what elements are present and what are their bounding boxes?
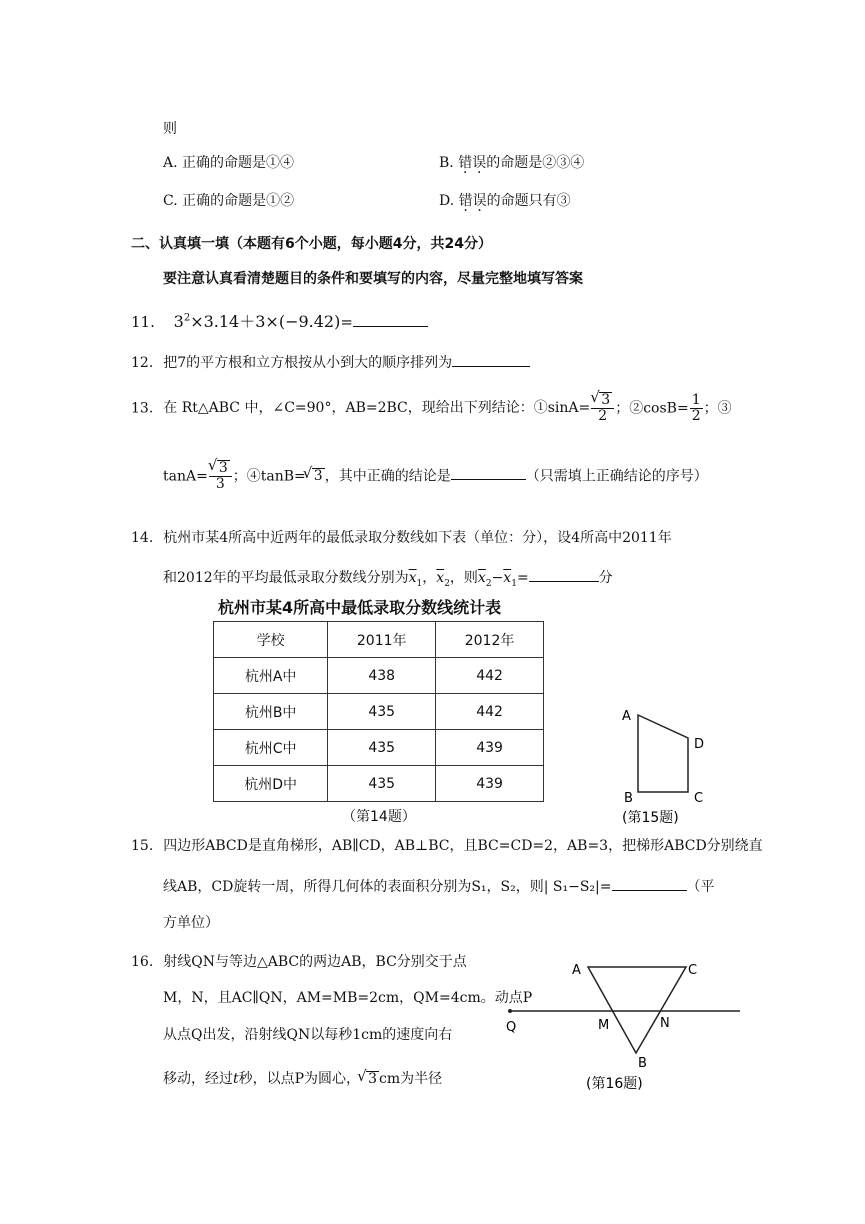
table-header-row [214,622,544,658]
option-a: A. 正确的命题是①④ [163,155,295,171]
table-row [214,694,544,730]
cell-2012: 439 [436,730,544,766]
cell-2012: 442 [436,658,544,694]
fig16-label-c: C [688,963,698,978]
fig16-label-m: M [598,1018,610,1033]
option-b: B. 错误的命题是②③④ [439,155,585,171]
fig15-label-b: B [624,791,633,806]
cell-school: 杭州C中 [214,730,328,766]
table-caption: （第14题） [342,809,416,825]
cell-school: 杭州A中 [214,658,328,694]
question-16-line4: 移动，经过t秒，以点P为圆心， √ 3 cm为半径 [163,1068,442,1088]
table-row [214,730,544,766]
fig16-label-q: Q [506,1020,517,1035]
question-15-line2: 线AB，CD旋转一周，所得几何体的表面积分别为S₁，S₂，则| S₁−S₂|= （平 [163,879,715,895]
cell-school: 杭州D中 [214,766,328,802]
cell-2011: 435 [328,730,436,766]
cell-2011: 438 [328,658,436,694]
fig16-label-b: B [638,1056,647,1071]
fig15-label-d: D [694,737,705,752]
fig15-label-c: C [694,791,704,806]
fig16-label-n: N [660,1016,670,1031]
question-15-line1: 15. 四边形ABCD是直角梯形，AB∥CD，AB⊥BC，且BC=CD=2，AB=3，把梯形ABCD分别绕直 [131,838,763,854]
question-13-line1: 13. 在 Rt△ABC 中，∠C=90°，AB=2BC，现给出下列结论：①sinA= √ $\frac{3}{2}$ ；②cosB= $\frac{1}{2}$ ；③ [131,392,732,425]
question-14-line2: 和2012年的平均最低录取分数线分别为$\overline{x}_1$，$\overline{x}_2$，则$\overline{x}_2-\overline{x}_1=$ 分 [163,570,613,589]
option-d: D. 错误的命题只有③ [439,193,571,209]
q10-tail: 则 [163,121,177,137]
fig16-caption: (第16题) [586,1076,643,1092]
cell-school: 杭州B中 [214,694,328,730]
question-16-line1: 16. 射线QN与等边△ABC的两边AB，BC分别交于点 [131,954,467,970]
question-12: 12. 把7的平方根和立方根按从小到大的顺序排列为 [131,352,530,372]
cell-2011: 435 [328,694,436,730]
table-row [214,766,544,802]
question-16-line2: M，N，且AC∥QN，AM=MB=2cm，QM=4cm。动点P [163,990,533,1006]
question-15-line3: 方单位） [163,915,219,931]
option-c: C. 正确的命题是①② [163,193,295,209]
header-school: 学校 [214,622,328,658]
section-heading: 二、认真填一填（本题有6个小题，每小题4分，共24分） [131,236,492,252]
figure-16-triangle [500,955,745,1100]
question-11: 11. $3^2\times 3.14+3\times(-9.42)=$ [131,309,428,332]
table-title: 杭州市某4所高中最低录取分数线统计表 [218,598,502,617]
score-table [213,621,544,802]
question-16-line3: 从点Q出发，沿射线QN以每秒1cm的速度向右 [163,1027,453,1043]
fig15-label-a: A [622,709,631,724]
table-row [214,658,544,694]
fig16-label-a: A [572,963,581,978]
cell-2012: 442 [436,694,544,730]
figure-15-trapezoid [610,700,730,830]
section-note: 要注意认真看清楚题目的条件和要填写的内容，尽量完整地填写答案 [163,271,583,287]
cell-2012: 439 [436,766,544,802]
header-2012: 2012年 [436,622,544,658]
question-13-line2: tanA= √ $\frac{3}{3}$ ；④tanB= √ 3 ，其中正确的结论是 （只需填上正确结论的序号） [163,460,708,493]
question-14-line1: 14. 杭州市某4所高中近两年的最低录取分数线如下表（单位：分），设4所高中2011年 [131,530,672,546]
header-2011: 2011年 [328,622,436,658]
cell-2011: 435 [328,766,436,802]
fig15-caption: (第15题) [622,810,679,826]
